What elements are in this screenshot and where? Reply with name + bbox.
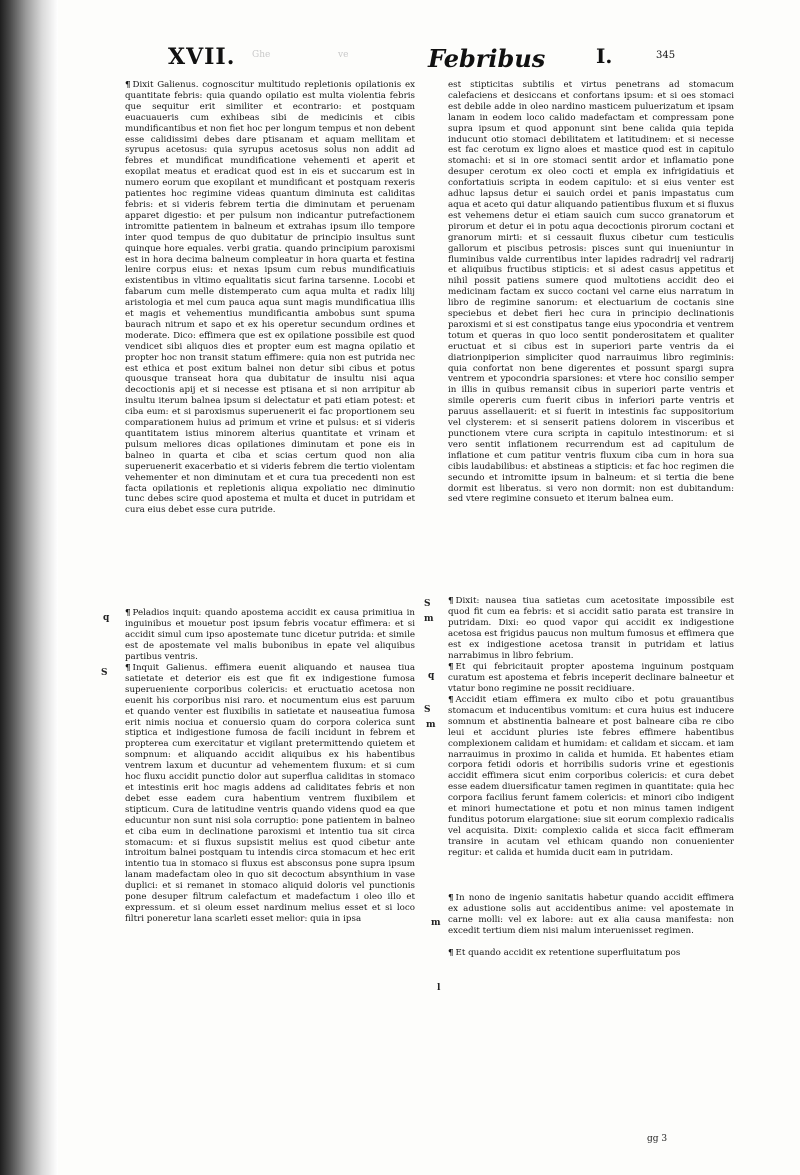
paragraph bbox=[448, 948, 734, 960]
pilcrow-mark: ¶ bbox=[125, 608, 131, 618]
paragraph bbox=[125, 608, 415, 663]
paragraph-text: Dixit Galienus. cognoscitur multitudo repletionis opilationis ex quantitate febris: quia quando opilatio est multa violentia febris que sequitur erit similiter et econtrario: et postquam euacuaueris cum exhibeas sibi de medicinis et cibis mundificantibus et non fiet hoc per longum tempus et non debent esse calidissimi debes dare ptisanam et aquam mellitam et syrupus acetosus: quia syrupus acetosus solus non addit ad febres et mundificat mundificatione vehementi et aperit et exopilat meatus et eradicat quod est in eis et succarum est in numero eorum que exopilant et mundificant et postquam rexeris patientes hoc regimine videas quantum diminuta est caliditas febris: et si videris febrem tertia die diminutam et peruenam apparet digestio: et per pulsum non indicantur putrefactionem intromitte patientem in balneum et extrahas ipsum illo tempore inter quod tempus de quo dubitatur de principio insultus sunt quinque hore equales. verbi gratia. quando principium paroxismi est in hora decima balneum compleatur in hora quarta et festina lenire corpus eius: et nexas ipsum cum rebus mundificatiuis existentibus in vltimo equalitatis sicut farina tarsenne. Locobi et fabarum cum melle distemperato cum aqua multa et radix lilij aristologia et mel cum pauca aqua sunt magis mundificatiua illis et magis et vehementius mundificantia ambobus sunt spuma baurach nitrum et sapo et ex his operetur secundum ordines et moderate. Dico: effimera que est ex opilatione possibile est quod vendicet sibi aliquos dies et propter eum est magna opilatio et propter hoc non transit statum effimere: quia non est putrida nec est ethica et post exitum balnei non detur sibi cibus et potus quousque transeat hora qua dubitatur de insultu nisi aqua decoctionis apij et si necesse est ptisana et si non arripitur ab insultu iterum balnea ipsum si delectatur et pati etiam potest: et ciba eum: et si paroxismus superuenerit ei fac proportionem seu comparationem huius ad primum et vrine et pulsus: et si videris quantitatem istius minorem alterius quantitate et vrinam et pulsum meliores dicas opilationes diminutam et pone eis in balneo in quarta et ciba et scias certum quod non alia superuenerit exacerbatio et si videris febrem die tertio violentam vehementer et non diminutam et et cura tua precedenti non est facta opilationis et repletionis aliqua expoliatio nec diminutio tunc debes scire quod apostema et multa et ducet in putridam et cura eius debet esse cura putride. bbox=[125, 80, 415, 516]
paragraph-text: est stipticitas subtilis et virtus penetrans ad stomacum calefaciens et desiccans et confortans ipsum: et si oes stomaci est debile adde in oleo nardino masticem puluerizatum et ipsam lanam in eodem loco calido madefactam et compressam pone supra ipsum et quod apponunt sint bene calida quia tepida inducunt otio stomaci debilitatem et latitudinem: et si necesse est fac cerotum ex ligno aloes et mastice quod est in capitulo stomachi: et si in ore stomaci sentit ardor et inflamatio pone desuper cerotum ex oleo cocti et empla ex infrigidatiuis et confortatiuis scripta in eodem capitulo: et si eius venter est adhuc lapsus detur ei sauich ordei et panis impastatus cum aqua et aceto qui datur aliquando patientibus fluxum et si fluxus est vehemens detur ei etiam sauich cum succo granatorum et pirorum et detur ei in potu aqua decoctionis pirorum coctani et granorum mirti: et si cessauit fluxus cibetur cum testiculis gallorum et piscibus petrosis: pisces sunt qui inueniuntur in fluminibus valde currentibus inter lapides radradrij vel radrarij et aliquibus fructibus stipticis: et si adest casus appetitus et nihil possit patiens sumere quod multotiens accidit deo ei medicinam factam ex succo coctani vel carne eius narratum in libro de regimine sanorum: et electuarium de coctanis sine speciebus et debet fieri hec cura in principio declinationis paroxismi et si est constipatus tange eius ypocondria et ventrem totum et queras in quo loco sentit ponderositatem et qualiter eructuat et si cibus est in superiori parte ventris da ei diatrionpiperion simpliciter quod narrauimus libro regiminis: quia confortat non bene digerentes et possunt spargi supra ventrem et ypocondria sparsiones: et vtere hoc consilio semper in illis in quibus remansit cibus in superiori parte ventris et simile opereris cum fuerit cibus in inferiori parte ventris et paruus assellauerit: et si fuerit in intestinis fac suppositorium vel clysterem: et si senserit patiens dolorem in visceribus et punctionem vtere cura scripta in capitulo intestinorum: et si vero sentit inflationem recurrendum est ad capitulum de inflatione et cum patitur ventris fluxum ciba cum in hora sua cibis laudabilibus: et abstineas a stipticis: et fac hoc regimen die secundo et intromitte ipsum in balneum: et si tertia die bene dormit est liberatus. si vero non dormit: non est dubitandum: sed vtere regimine consueto et iterum balnea eum. bbox=[448, 80, 734, 505]
margin-mark: m bbox=[431, 918, 441, 928]
pilcrow-mark: ¶ bbox=[448, 948, 454, 958]
pilcrow-mark: ¶ bbox=[448, 596, 454, 606]
show-through-left: Ghe bbox=[252, 50, 271, 60]
paragraph-text: Et qui febricitauit propter apostema inguinum postquam curatum est apostema et febris inceperit declinare balneetur et vtatur bono regimine ne possit recidiuare. bbox=[448, 662, 734, 694]
margin-mark: S bbox=[101, 668, 108, 678]
paragraph-text: Inquit Galienus. effimera euenit aliquando et nausea tiua satietate et deterior eis est que fit ex indigestione fumosa superueniente corporibus colericis: et eructuatio acetosa non euenit his corporibus nisi raro. et nocumentum eius est paruum et quando venter est fluxibilis in satietate et nauseatiua fumosa erit nimis nociua et conuersio quam do corpora colerica sunt stiptica et indigestione fumosa de facili incidunt in febrem et propterea cum exercitatur et vigilant pretermittendo quietem et sompnum: et aliquando accidit aliquibus ex his habentibus ventrem laxum et ducuntur ad vehementem fluxum: et si cum hoc fluxu accidit punctio dolor aut superflua caliditas in stomaco et intestinis erit hoc magis addens ad caliditates febris et non debet esse eadem cura habentium ventrem fluxibilem et stipticum. Cura de latitudine ventris quando videns quod ea que educuntur non sunt nisi sola corruptio: pone patientem in balneo et ciba eum in declinatione paroxismi et intentio tua sit circa stomacum: et si fluxus supsistit melius est quod cibetur ante introitum balnei postquam tu intendis circa stomacum et hec erit intentio tua in stomaco si fluxus est absconsus pone supra ipsum lanam madefactam oleo in quo sit decoctum absynthium in vase duplici: et si remanet in stomaco aliquid doloris vel punctionis pone desuper filtrum calefactum et madefactum i oleo illo et expressum. et si oleum esset nardinum melius esset et si loco filtri poneretur lana scarleti esset melior: quia in ipsa bbox=[125, 663, 415, 924]
running-head-title: Febribus bbox=[428, 44, 546, 73]
pilcrow-mark: ¶ bbox=[125, 80, 131, 90]
pilcrow-mark: ¶ bbox=[125, 663, 131, 673]
margin-mark: l bbox=[437, 983, 441, 993]
signature-mark: gg 3 bbox=[647, 1134, 668, 1144]
paragraph bbox=[448, 695, 734, 893]
paragraph-text: In nono de ingenio sanitatis habetur quando accidit effimera ex adustione solis aut accidentibus anime: vel apostemate in carne molli: vel ex labore: aut ex alia causa manifesta: non excedit tertium diem nisi malum interuenisset regimen. bbox=[448, 893, 734, 936]
margin-mark: m bbox=[426, 720, 436, 730]
paragraph-text: Accidit etiam effimera ex multo cibo et potu grauantibus stomacum et inducentibus vomitum: et cura huius est inducere somnum et abstinentia balneare et post balneare ciba re cibo leui et accidunt pluries iste febres effimere habentibus complexionem calidam et humidam: et calidam et siccam. et iam narrauimus in proximo in calida et humida. Et habentes etiam corpora fetidi odoris et horribilis sudoris vrine et egestionis accidit effimera sicut enim corporibus colericis: et cura debet esse eadem diuersificatur tamen regimen in quantitate: quia hec corpora facilius ferunt famem colericis: et minori cibo indigent et minori humectatione et potu et non minus tamen indigent funditus potorum elargatione: siue sit eorum complexio radicalis vel acquisita. Dixit: complexio calida et sicca facit effimeram transire in acutam vel ethicam quando non conuenienter regitur: et calida et humida ducit eam in putridam. bbox=[448, 695, 734, 858]
margin-mark: q bbox=[103, 613, 110, 623]
margin-mark: q bbox=[428, 671, 435, 681]
paragraph bbox=[448, 893, 734, 948]
paragraph bbox=[448, 80, 734, 596]
paragraph bbox=[125, 663, 415, 1001]
pilcrow-mark: ¶ bbox=[448, 893, 454, 903]
paragraph-text: Et quando accidit ex retentione superfluitatum pos bbox=[455, 948, 681, 958]
binding-gutter-shadow bbox=[0, 0, 58, 1175]
pilcrow-mark: ¶ bbox=[448, 662, 454, 672]
running-head-chapter: I. bbox=[596, 44, 613, 68]
margin-mark: S bbox=[424, 705, 431, 715]
left-text-column bbox=[125, 80, 415, 1001]
paragraph bbox=[448, 662, 734, 695]
running-head-book-number: XVII. bbox=[168, 44, 236, 70]
margin-mark: m bbox=[424, 614, 434, 624]
folio-number: 345 bbox=[656, 50, 676, 61]
paragraph-text: Peladios inquit: quando apostema accidit ex causa primitiua in inguinibus et mouetur post ipsum febris vocatur effimera: et si accidit simul cum ipso apostemate tunc dicetur putrida: et simile est de apostemate vel malis bubonibus in epate vel aliquibus partibus ventris. bbox=[125, 608, 415, 662]
paragraph bbox=[448, 596, 734, 662]
paragraph-text: Dixit: nausea tiua satietas cum acetositate impossibile est quod fit cum ea febris: et si accidit satio parata est transire in putridam. Dixi: eo quod vapor qui accidit ex indigestione acetosa est frigidus paucus non multum fumosus et effimera que est ex indigestione acetosa transit in putridam et latius narrabimus in libro febrium. bbox=[448, 596, 734, 661]
show-through-right: ve bbox=[338, 50, 349, 60]
pilcrow-mark: ¶ bbox=[448, 695, 454, 705]
margin-mark: S bbox=[424, 599, 431, 609]
right-text-column bbox=[448, 80, 734, 960]
paragraph bbox=[125, 80, 415, 608]
